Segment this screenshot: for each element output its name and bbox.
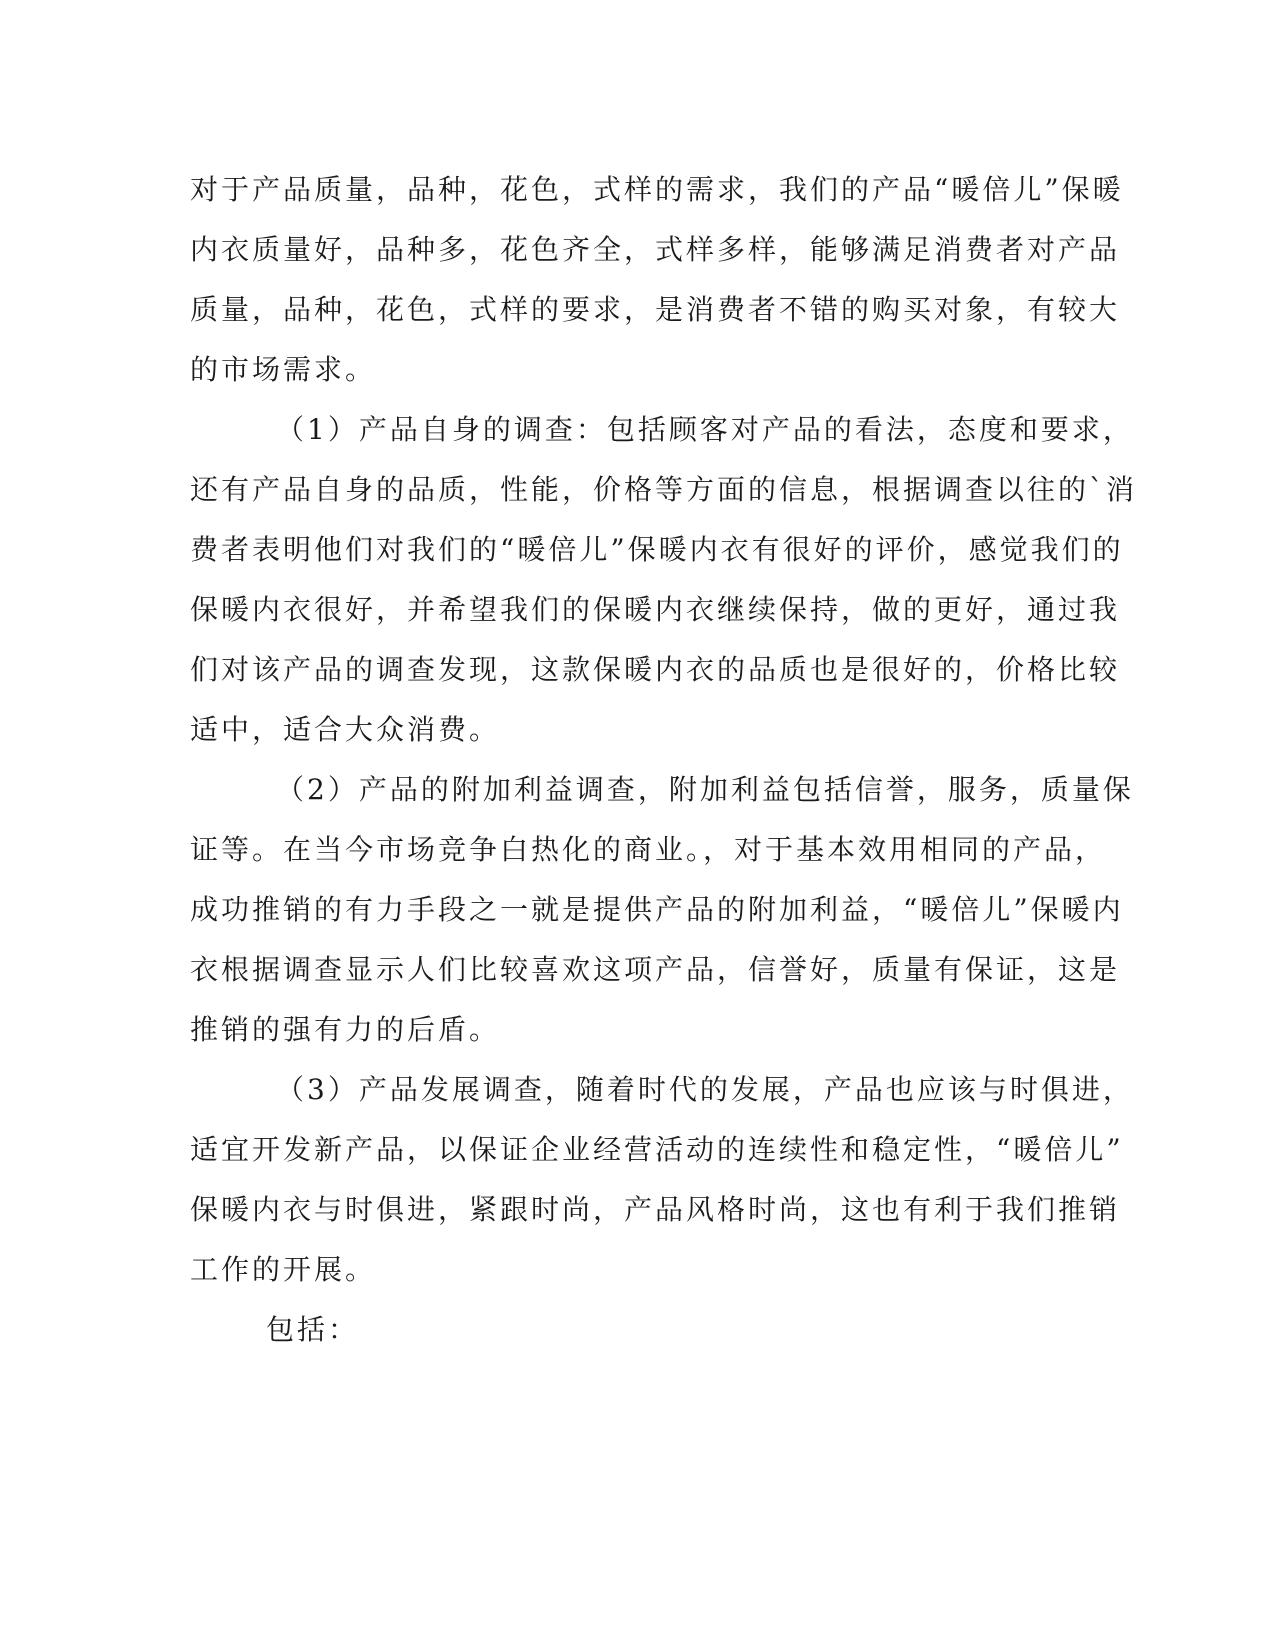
document-body [190,160,1138,1360]
paragraph-intro [190,160,1124,400]
text-line: （3）产品发展调查，随着时代的发展，产品也应该与时俱进， [276,1073,1134,1106]
text-line: 证等。在当今市场竞争白热化的商业。，对于基本效用相同的产品， [190,833,1107,866]
text-line: （2）产品的附加利益调查，附加利益包括信誉，服务，质量保 [276,773,1134,806]
text-line: 成功推销的有力手段之一就是提供产品的附加利益，“暖倍儿”保暖内 [190,893,1124,926]
paragraph-item-1 [190,400,1138,760]
text-line: 对于产品质量，品种，花色，式样的需求，我们的产品“暖倍儿”保暖 [190,173,1124,206]
text-line: 们对该产品的调查发现，这款保暖内衣的品质也是很好的，价格比较 [190,653,1121,686]
paragraph-item-2 [190,760,1134,1060]
text-line: 包括： [266,1313,360,1346]
text-line: 适中，适合大众消费。 [190,713,501,746]
text-line: 保暖内衣很好，并希望我们的保暖内衣继续保持，做的更好，通过我 [190,593,1121,626]
text-line: 适宜开发新产品，以保证企业经营活动的连续性和稳定性，“暖倍儿” [190,1133,1124,1166]
text-line: 衣根据调查显示人们比较喜欢这项产品，信誉好，质量有保证，这是 [190,953,1121,986]
text-line: 工作的开展。 [190,1253,377,1286]
paragraph-item-3 [190,1060,1134,1300]
text-line: 保暖内衣与时俱进，紧跟时尚，产品风格时尚，这也有利于我们推销 [190,1193,1121,1226]
text-line: 推销的强有力的后盾。 [190,1013,501,1046]
text-line: 还有产品自身的品质，性能，价格等方面的信息，根据调查以往的`消 [190,473,1138,506]
paragraph-includes [190,1300,1070,1360]
text-line: （1）产品自身的调查：包括顾客对产品的看法，态度和要求， [276,413,1134,446]
text-line: 的市场需求。 [190,353,377,386]
text-line: 质量，品种，花色，式样的要求，是消费者不错的购买对象，有较大 [190,293,1121,326]
text-line: 费者表明他们对我们的“暖倍儿”保暖内衣有很好的评价，感觉我们的 [190,533,1124,566]
text-line: 内衣质量好，品种多，花色齐全，式样多样，能够满足消费者对产品 [190,233,1121,266]
